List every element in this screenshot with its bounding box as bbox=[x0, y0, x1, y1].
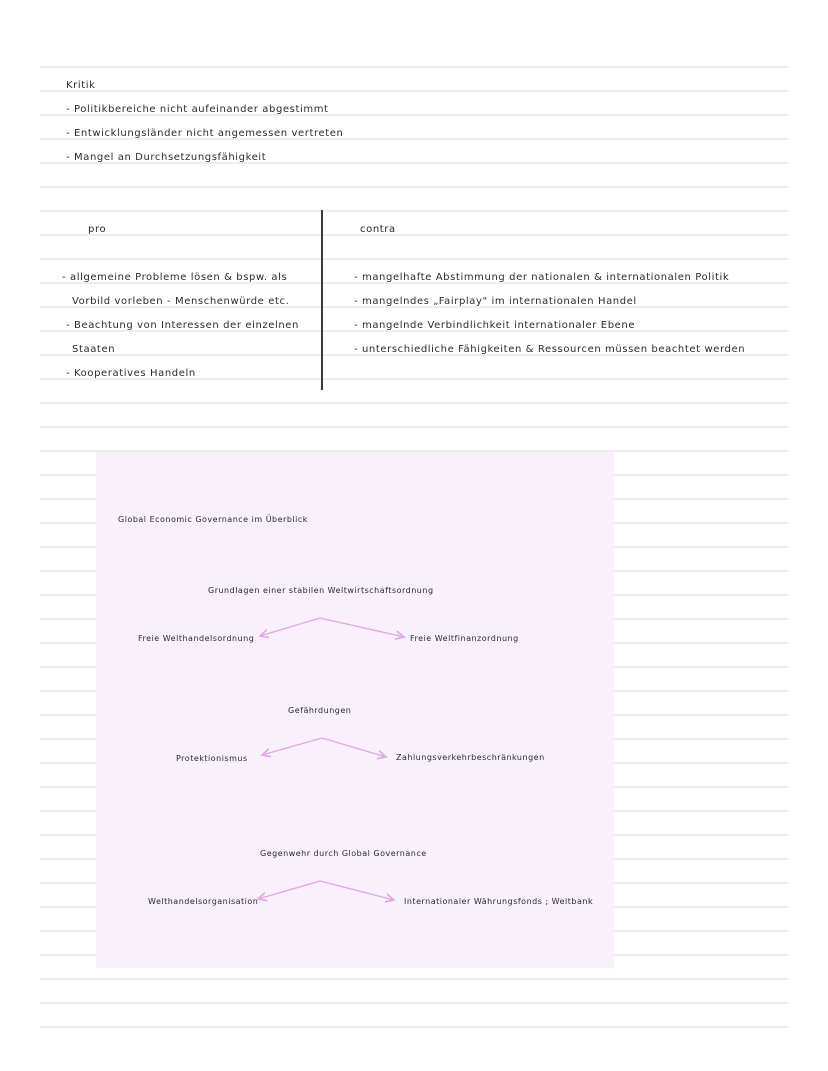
contra-line-4: - unterschiedliche Fähigkeiten & Ressourcen müssen beachtet werden bbox=[354, 344, 746, 355]
pro-line-2: Vorbild vorleben - Menschenwürde etc. bbox=[72, 296, 290, 307]
kritik-heading: Kritik bbox=[66, 80, 96, 91]
pro-contra-divider bbox=[321, 210, 323, 390]
group-2-right: Zahlungsverkehrbeschränkungen bbox=[396, 753, 545, 762]
group-2-root: Gefährdungen bbox=[288, 706, 352, 715]
pro-line-5: - Kooperatives Handeln bbox=[66, 368, 196, 379]
pro-line-4: Staaten bbox=[72, 344, 116, 355]
kritik-item-2: - Entwicklungsländer nicht angemessen vertreten bbox=[66, 128, 344, 139]
kritik-item-3: - Mangel an Durchsetzungsfähigkeit bbox=[66, 152, 267, 163]
kritik-item-1: - Politikbereiche nicht aufeinander abgestimmt bbox=[66, 104, 329, 115]
group-2-left: Protektionismus bbox=[176, 754, 248, 763]
group-3-right: Internationaler Währungsfonds ; Weltbank bbox=[404, 897, 594, 906]
group-3-left: Welthandelsorganisation bbox=[148, 897, 259, 906]
overview-title: Global Economic Governance im Überblick bbox=[118, 515, 308, 524]
pro-line-3: - Beachtung von Interessen der einzelnen bbox=[66, 320, 299, 331]
pro-heading: pro bbox=[88, 224, 107, 235]
contra-line-3: - mangelnde Verbindlichkeit internationaler Ebene bbox=[354, 320, 636, 331]
contra-heading: contra bbox=[360, 224, 396, 235]
group-1-left: Freie Welthandelsordnung bbox=[138, 634, 255, 643]
group-1-right: Freie Weltfinanzordnung bbox=[410, 634, 519, 643]
group-3-root: Gegenwehr durch Global Governance bbox=[260, 849, 427, 858]
contra-line-1: - mangelhafte Abstimmung der nationalen & internationalen Politik bbox=[354, 272, 730, 283]
overview-box bbox=[96, 452, 614, 968]
pro-line-1: - allgemeine Probleme lösen & bspw. als bbox=[62, 272, 288, 283]
group-1-root: Grundlagen einer stabilen Weltwirtschaftsordnung bbox=[208, 586, 434, 595]
contra-line-2: - mangelndes „Fairplay" im internationalen Handel bbox=[354, 296, 637, 307]
